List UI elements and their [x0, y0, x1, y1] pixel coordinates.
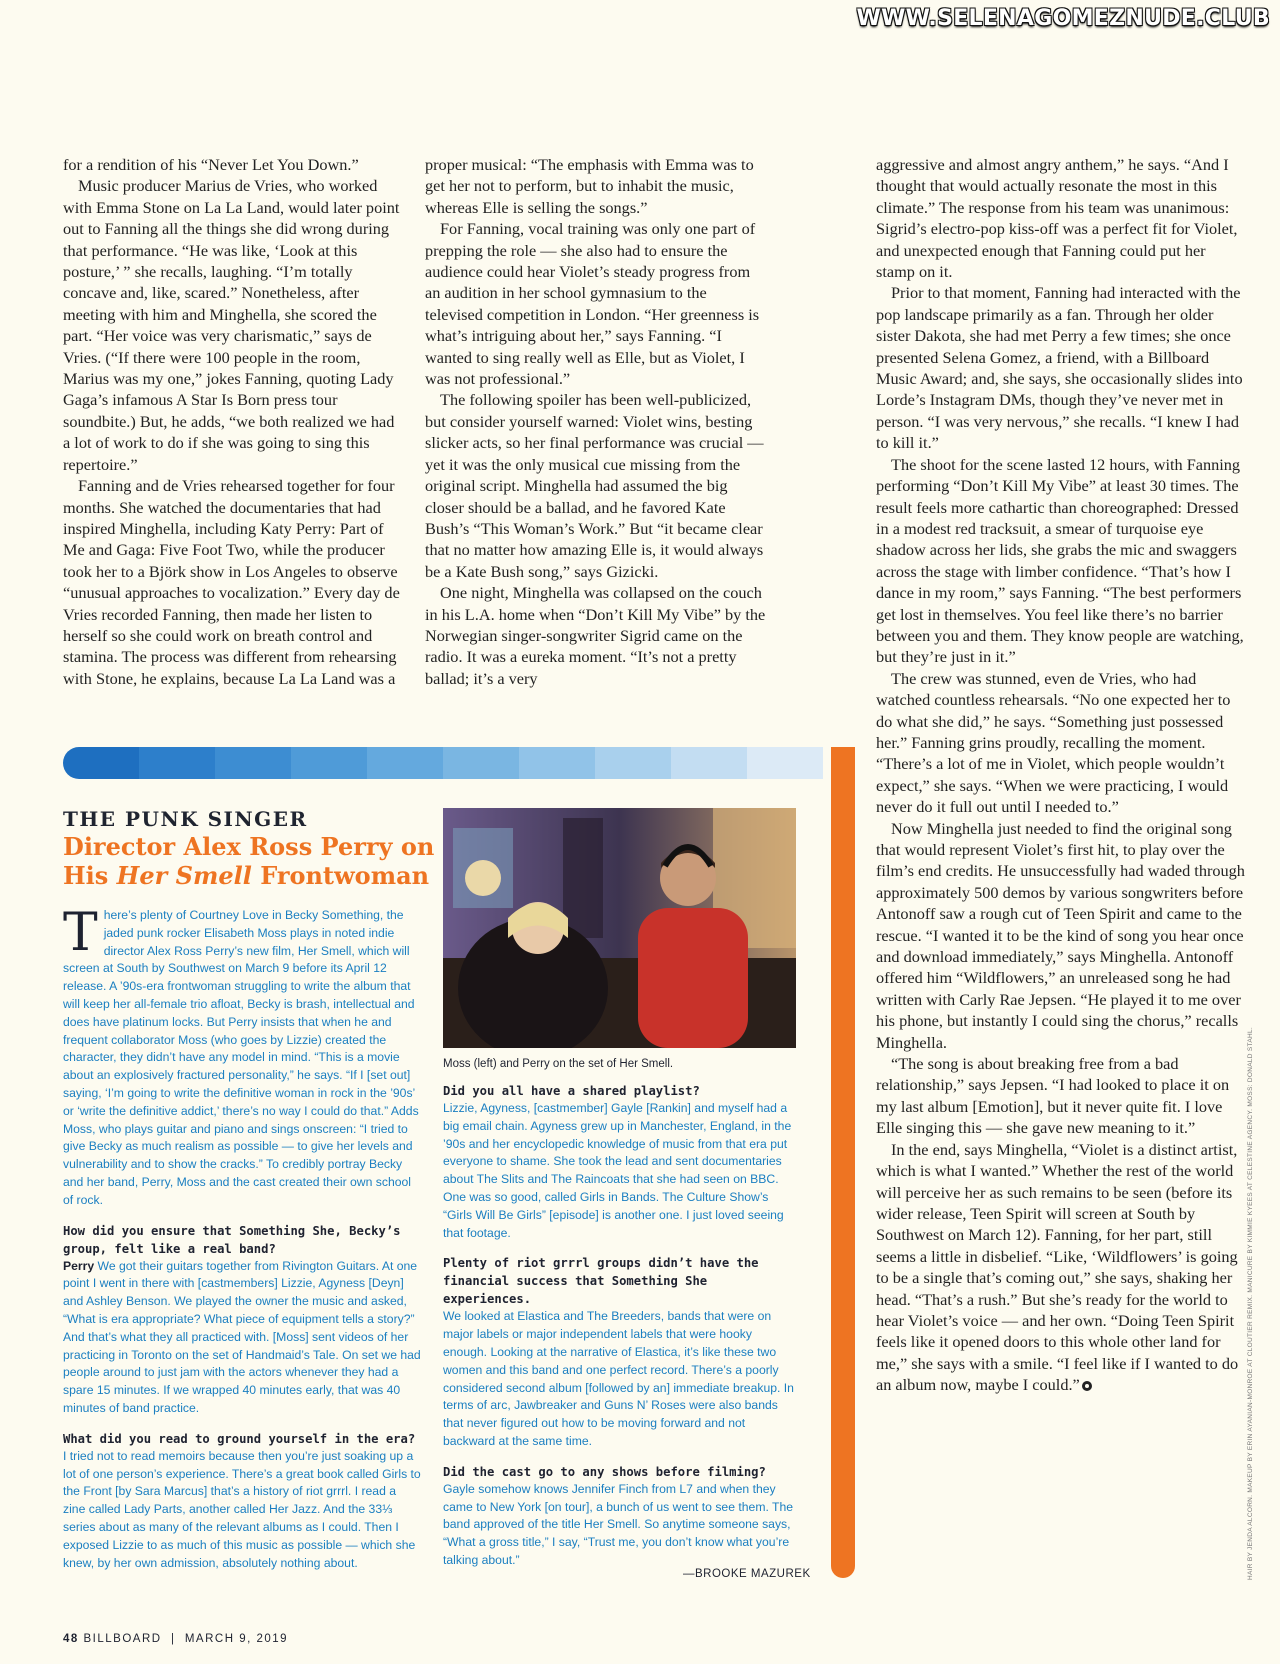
- paragraph: The shoot for the scene lasted 12 hours, with Fanning performing “Don’t Kill My Vibe” at least 30 times. The result feels more cathartic than choreographed: Dressed in a modest red tracksuit, a smear of turquoise eye shadow across her lids, she grabs the mic and swaggers across the stage with limber confidence. “That’s how I dance in my room,” says Fanning. “The best performers get lost in themselves. You feel like there’s no barrier between you and them. They know people are watching, but they’re just in it.”: [876, 454, 1244, 667]
- paragraph: “The song is about breaking free from a bad relationship,” says Jepsen. “I had looked to place it on my last album [Emotion], but it never quite fit. I love Elle singing this — she gave new meaning to it.”: [876, 1054, 1230, 1138]
- sidebar-byline: —BROOKE MAZUREK: [683, 1568, 811, 1580]
- band-segment: [671, 747, 747, 779]
- photo-illustration: [443, 808, 796, 1048]
- paragraph: Now Minghella just needed to find the original song that would represent Violet’s first hit, to play over the film’s end credits. He unsuccessfully had waded through approximately 500 demos by various songwriters before Antonoff saw a rough cut of Teen Spirit and came to the rescue. “I wanted it to be the kind of song you hear once and download immediately,” says Minghella. Antonoff offered him “Wildflowers,” an unreleased song he had written with Carly Rae Jepsen. “He played it to me over his phone, but instantly I could sing the chorus,” recalls Minghella.: [876, 818, 1245, 1052]
- photo-caption: Moss (left) and Perry on the set of Her Smell.: [443, 1058, 674, 1070]
- interview-question: How did you ensure that Something She, Becky’s group, felt like a real band?: [63, 1223, 401, 1256]
- band-segment: [291, 747, 367, 779]
- paragraph: Music producer Marius de Vries, who worked with Emma Stone on La La Land, would later point out to Fanning all the things she did wrong during that performance. “He was like, ‘Look at this posture,’ ” she recalls, laughing. “I’m totally concave and, like, scared.” Nonetheless, after meeting with him and Minghella, she scored the part. “Her voice was very charismatic,” says de Vries. (“If there were 100 people in the room, Marius was my one,” jokes Fanning, quoting Lady Gaga’s infamous A Star Is Born press tour soundbite.) But, he adds, “we both realized we had a lot of work to do if she was going to sing this repertoire.”: [63, 176, 400, 474]
- paragraph: aggressive and almost angry anthem,” he says. “And I thought that would actually resonate the most in this climate.” The response from his team was unanimous: Sigrid’s electro-pop kiss-off was a perfect fit for Violet, and unexpected enough that Fanning could put her stamp on it.: [876, 155, 1238, 282]
- sidebar-kicker: THE PUNK SINGER: [63, 807, 308, 831]
- paragraph: The crew was stunned, even de Vries, who had watched countless rehearsals. “No one expected her to do what she did,” he says. “Something just possessed her.” Fanning grins proudly, recalling the moment. “There’s a lot of me in Violet, which people wouldn’t expect,” she says. “When we were practicing, I would never do it full out until I needed to.”: [876, 668, 1231, 817]
- band-segment: [519, 747, 595, 779]
- headline-film-title: Her Smell: [116, 861, 252, 890]
- paragraph: Fanning and de Vries rehearsed together for four months. She watched the documentaries that had inspired Minghella, including Katy Perry: Part of Me and Gaga: Five Foot Two, while the producer took her to a Björk show in Los Angeles to observe “unusual approaches to vocalization.” Every day de Vries recorded Fanning, then made her listen to herself so she could work on breath control and stamina. The process was different from rehearsing with Stone, he explains, because La La Land was a: [63, 476, 400, 688]
- sidebar-gradient-band: [63, 747, 823, 779]
- answer-text: We got their guitars together from Rivington Guitars. At one point I went in there with [castmembers] Lizzie, Agyness [Deyn] and Ashley Benson. We played the owner the music and asked, “What is era appropriate? What piece of equipment tells a story?” And that’s what they all practiced with. [Moss] sent videos of her practicing in Toronto on the set of Handmaid’s Tale. On set we had people around to just jam with the actors whenever they had a spare 15 minutes. If we wrapped 40 minutes early, that was 40 minutes of band practice.: [63, 1258, 421, 1415]
- band-segment: [747, 747, 823, 779]
- sidebar-headline: [63, 832, 443, 890]
- interview-question: What did you read to ground yourself in the era?: [63, 1431, 416, 1446]
- publication-name: BILLBOARD: [83, 1633, 162, 1645]
- paragraph: for a rendition of his “Never Let You Down.”: [63, 155, 359, 174]
- interview-question: Did the cast go to any shows before filming?: [443, 1464, 766, 1479]
- paragraph: proper musical: “The emphasis with Emma was to get her not to perform, but to inhabit the music, whereas Elle is selling the songs.”: [425, 155, 754, 217]
- interview-answer: Lizzie, Agyness, [castmember] Gayle [Rankin] and myself had a big email chain. Agyness grew up in Manchester, England, in the ’90s and her encyclopedic knowledge of music from that era put everyone to shame. She took the lead and sent documentaries about The Slits and The Raincoats that she had seen on BBC. One was so good, called Girls in Bands. The Culture Show’s “Girls Will Be Girls” [episode] is another one. I just loved seeing that footage.: [443, 1101, 792, 1240]
- page-number: 48: [63, 1633, 79, 1645]
- article-column-1: [63, 154, 405, 689]
- interview-question: Plenty of riot grrrl groups didn’t have the financial success that Something She experiences.: [443, 1256, 759, 1307]
- interview-answer: [63, 1258, 421, 1418]
- sidebar-orange-bar: [831, 747, 855, 1578]
- photo-credits: HAIR BY JENDA ALCORN. MAKEUP BY ERIN AYANIAN-MONROE AT CLOUTIER REMIX. MANICURE BY KIMMIE KYEES AT CELESTINE AGENCY. MOSS: DONALD STAHL.: [1247, 1027, 1254, 1580]
- speaker-name: Perry: [63, 1258, 95, 1273]
- paragraph: For Fanning, vocal training was only one part of prepping the role — she also had to ensure the audience could hear Violet’s steady progress from an audition in her school gymnasium to the televised competition in London. “Her greenness is what’s intriguing about her,” says Fanning. “I wanted to sing really well as Elle, but as Violet, I was not professional.”: [425, 219, 760, 389]
- intro-text: here’s plenty of Courtney Love in Becky Something, the jaded punk rocker Elisabeth Moss plays in noted indie director Alex Ross Perry’s new film, Her Smell, which will screen at South by Southwest on March 9 before its April 12 release. A ’90s-era frontwoman struggling to write the album that will keep her all-female trio afloat, Becky is brash, intellectual and does have platinum locks. But Perry insists that when he and frequent collaborator Moss (who goes by Lizzie) created the character, they didn’t have any model in mind. “This is a movie about an explosively fractured personality,” he says. “If I [set out] saying, ‘I’m going to write the definitive woman in rock in the ’90s’ or ‘write the definitive addict,’ there’s no way I could do that.” Adds Moss, who plays guitar and piano and sings onscreen: “I tried to give Becky as much realism as possible — to give her levels and vulnerability and to show the cracks.” To credibly portray Becky and her band, Perry, Moss and the cast created their own school of rock.: [63, 908, 419, 1207]
- issue-date: MARCH 9, 2019: [184, 1633, 289, 1645]
- interview-answer: Gayle somehow knows Jennifer Finch from L7 and when they came to New York [on tour], a bunch of us went to see them. The band approved of the title Her Smell. So anytime someone says, “What a gross title,” I say, “Trust me, you don’t know what you’re talking about.”: [443, 1481, 794, 1567]
- paragraph: One night, Minghella was collapsed on the couch in his L.A. home when “Don’t Kill My Vibe” by the Norwegian singer-songwriter Sigrid came on the radio. It was a eureka moment. “It’s not a pretty ballad; it’s a very: [425, 583, 766, 688]
- sidebar-intro: [63, 903, 421, 1210]
- band-segment: [63, 747, 139, 779]
- paragraph: [876, 1139, 1246, 1396]
- watermark: WWW.SELENAGOMEZNUDE.CLUB: [856, 6, 1270, 31]
- headline-text: Director Alex Ross Perry on His: [63, 832, 435, 890]
- interview-question: Did you all have a shared playlist?: [443, 1084, 700, 1098]
- sidebar-column-left: [63, 903, 421, 1572]
- article-column-3: [876, 154, 1246, 1396]
- end-of-story-icon: [1082, 1381, 1092, 1391]
- paragraph: Prior to that moment, Fanning had interacted with the pop landscape primarily as a fan. Through her older sister Dakota, she had met Perry a few times; she once presented Selena Gomez, a friend, with a Billboard Music Award; and, she says, she occasionally slides into Lorde’s Instagram DMs, though they’ve never met in person. “I was very nervous,” she recalls. “I knew I had to kill it.”: [876, 283, 1243, 453]
- sidebar-column-right: [443, 1082, 798, 1570]
- page-folio: 48 BILLBOARD | MARCH 9, 2019: [63, 1633, 289, 1645]
- film-set-photo: [443, 808, 796, 1048]
- article-column-2: [425, 154, 767, 689]
- interview-answer: We looked at Elastica and The Breeders, bands that were on major labels or major independent labels that were hooky enough. Looking at the narrative of Elastica, it’s like these two women and this band and one perfect record. There’s a poorly considered second album [followed by an] immediate breakup. In terms of arc, Jawbreaker and Guns N’ Roses were also bands that never figured out how to be moving forward and not backward at the same time.: [443, 1309, 794, 1448]
- paragraph: The following spoiler has been well-publicized, but consider yourself warned: Violet wins, besting slicker acts, so her final performance was crucial — yet it was the only musical cue missing from the original script. Minghella had assumed the big closer should be a ballad, and he favored Kate Bush’s “This Woman’s Work.” But “it became clear that no matter how amazing Elle is, it would always be a Kate Bush song,” says Gizicki.: [425, 390, 764, 581]
- band-segment: [595, 747, 671, 779]
- headline-text: Frontwoman: [251, 861, 430, 890]
- band-segment: [139, 747, 215, 779]
- paragraph-text: In the end, says Minghella, “Violet is a distinct artist, which is what I wanted.” Whether the rest of the world will perceive her as such remains to be seen (before its wider release, Teen Spirit will screen at South by Southwest on March 12). Fanning, for her part, still seems a little in disbelief. “Like, ‘Wildflowers’ is going to be a single that’s coming out,” she says, shaking her head. “That’s a rush.” But she’s ready for the world to hear Violet’s voice — and her own. “Doing Teen Spirit feels like it opened doors to this whole other land for me,” she says with a smile. “I feel like if I wanted to do an album now, maybe I could.”: [876, 1139, 1239, 1395]
- band-segment: [367, 747, 443, 779]
- interview-answer: I tried not to read memoirs because then you’re just soaking up a lot of one person’s experience. There’s a great book called Girls to the Front [by Sara Marcus] that’s a history of riot grrrl. I read a zine called Lady Parts, another called Her Jazz. And the 33⅓ series about as many of the relevant albums as I could. Then I exposed Lizzie to as much of this music as possible — which she knew, by her own admission, absolutely nothing about.: [63, 1448, 421, 1570]
- band-segment: [215, 747, 291, 779]
- band-segment: [443, 747, 519, 779]
- drop-cap: T: [63, 903, 98, 963]
